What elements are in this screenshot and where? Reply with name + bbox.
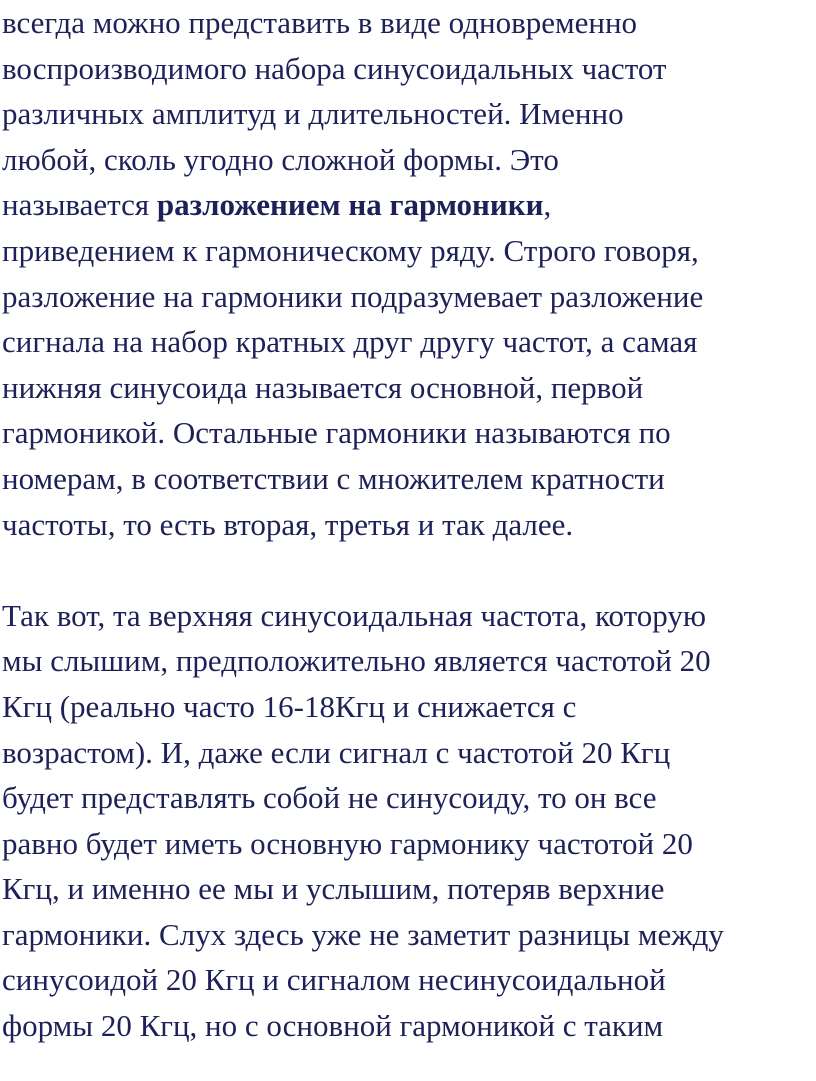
text-line: будет представлять собой не синусоиду, то он все: [2, 780, 657, 816]
text-line: синусоидой 20 Кгц и сигналом несинусоидальной: [2, 962, 666, 998]
paragraph-2: [2, 593, 816, 1049]
text-line: номерам, в соответствии с множителем кратности: [2, 460, 665, 496]
text-line-with-bold-term: [2, 182, 816, 228]
text-line: приведением к гармоническому ряду. Строго говоря,: [2, 232, 699, 268]
paragraph-spacer: [2, 547, 816, 593]
bold-term: разложением на гармоники: [156, 187, 544, 223]
text-line: гармоники. Слух здесь уже не заметит разницы между: [2, 916, 724, 952]
text-line: Кгц, и именно ее мы и услышим, потеряв верхние: [2, 871, 665, 907]
text-line: частоты, то есть вторая, третья и так далее.: [2, 506, 574, 542]
text-line: воспроизводимого набора синусоидальных частот: [2, 50, 667, 86]
text-line: равно будет иметь основную гармонику частотой 20: [2, 825, 693, 861]
text-line: сигнала на набор кратных друг другу частот, а самая: [2, 324, 698, 360]
text-line: различных амплитуд и длительностей. Именно: [2, 96, 624, 132]
text-fragment: называется: [2, 187, 157, 223]
text-line: формы 20 Кгц, но с основной гармоникой с таким: [2, 1008, 664, 1044]
text-line: разложение на гармоники подразумевает разложение: [2, 278, 704, 314]
text-line: любой, сколь угодно сложной формы. Это: [2, 141, 559, 177]
text-line: Так вот, та верхняя синусоидальная частота, которую: [2, 597, 707, 633]
text-line: нижняя синусоида называется основной, первой: [2, 369, 644, 405]
text-line: мы слышим, предположительно является частотой 20: [2, 643, 711, 679]
text-line: гармоникой. Остальные гармоники называются по: [2, 415, 671, 451]
text-line: всегда можно представить в виде одновременно: [2, 5, 638, 40]
text-fragment: ,: [543, 187, 552, 223]
text-line: возрастом). И, даже если сигнал с частотой 20 Кгц: [2, 734, 671, 770]
paragraph-1: [2, 0, 816, 547]
text-line: Кгц (реально часто 16-18Кгц и снижается с: [2, 688, 577, 724]
